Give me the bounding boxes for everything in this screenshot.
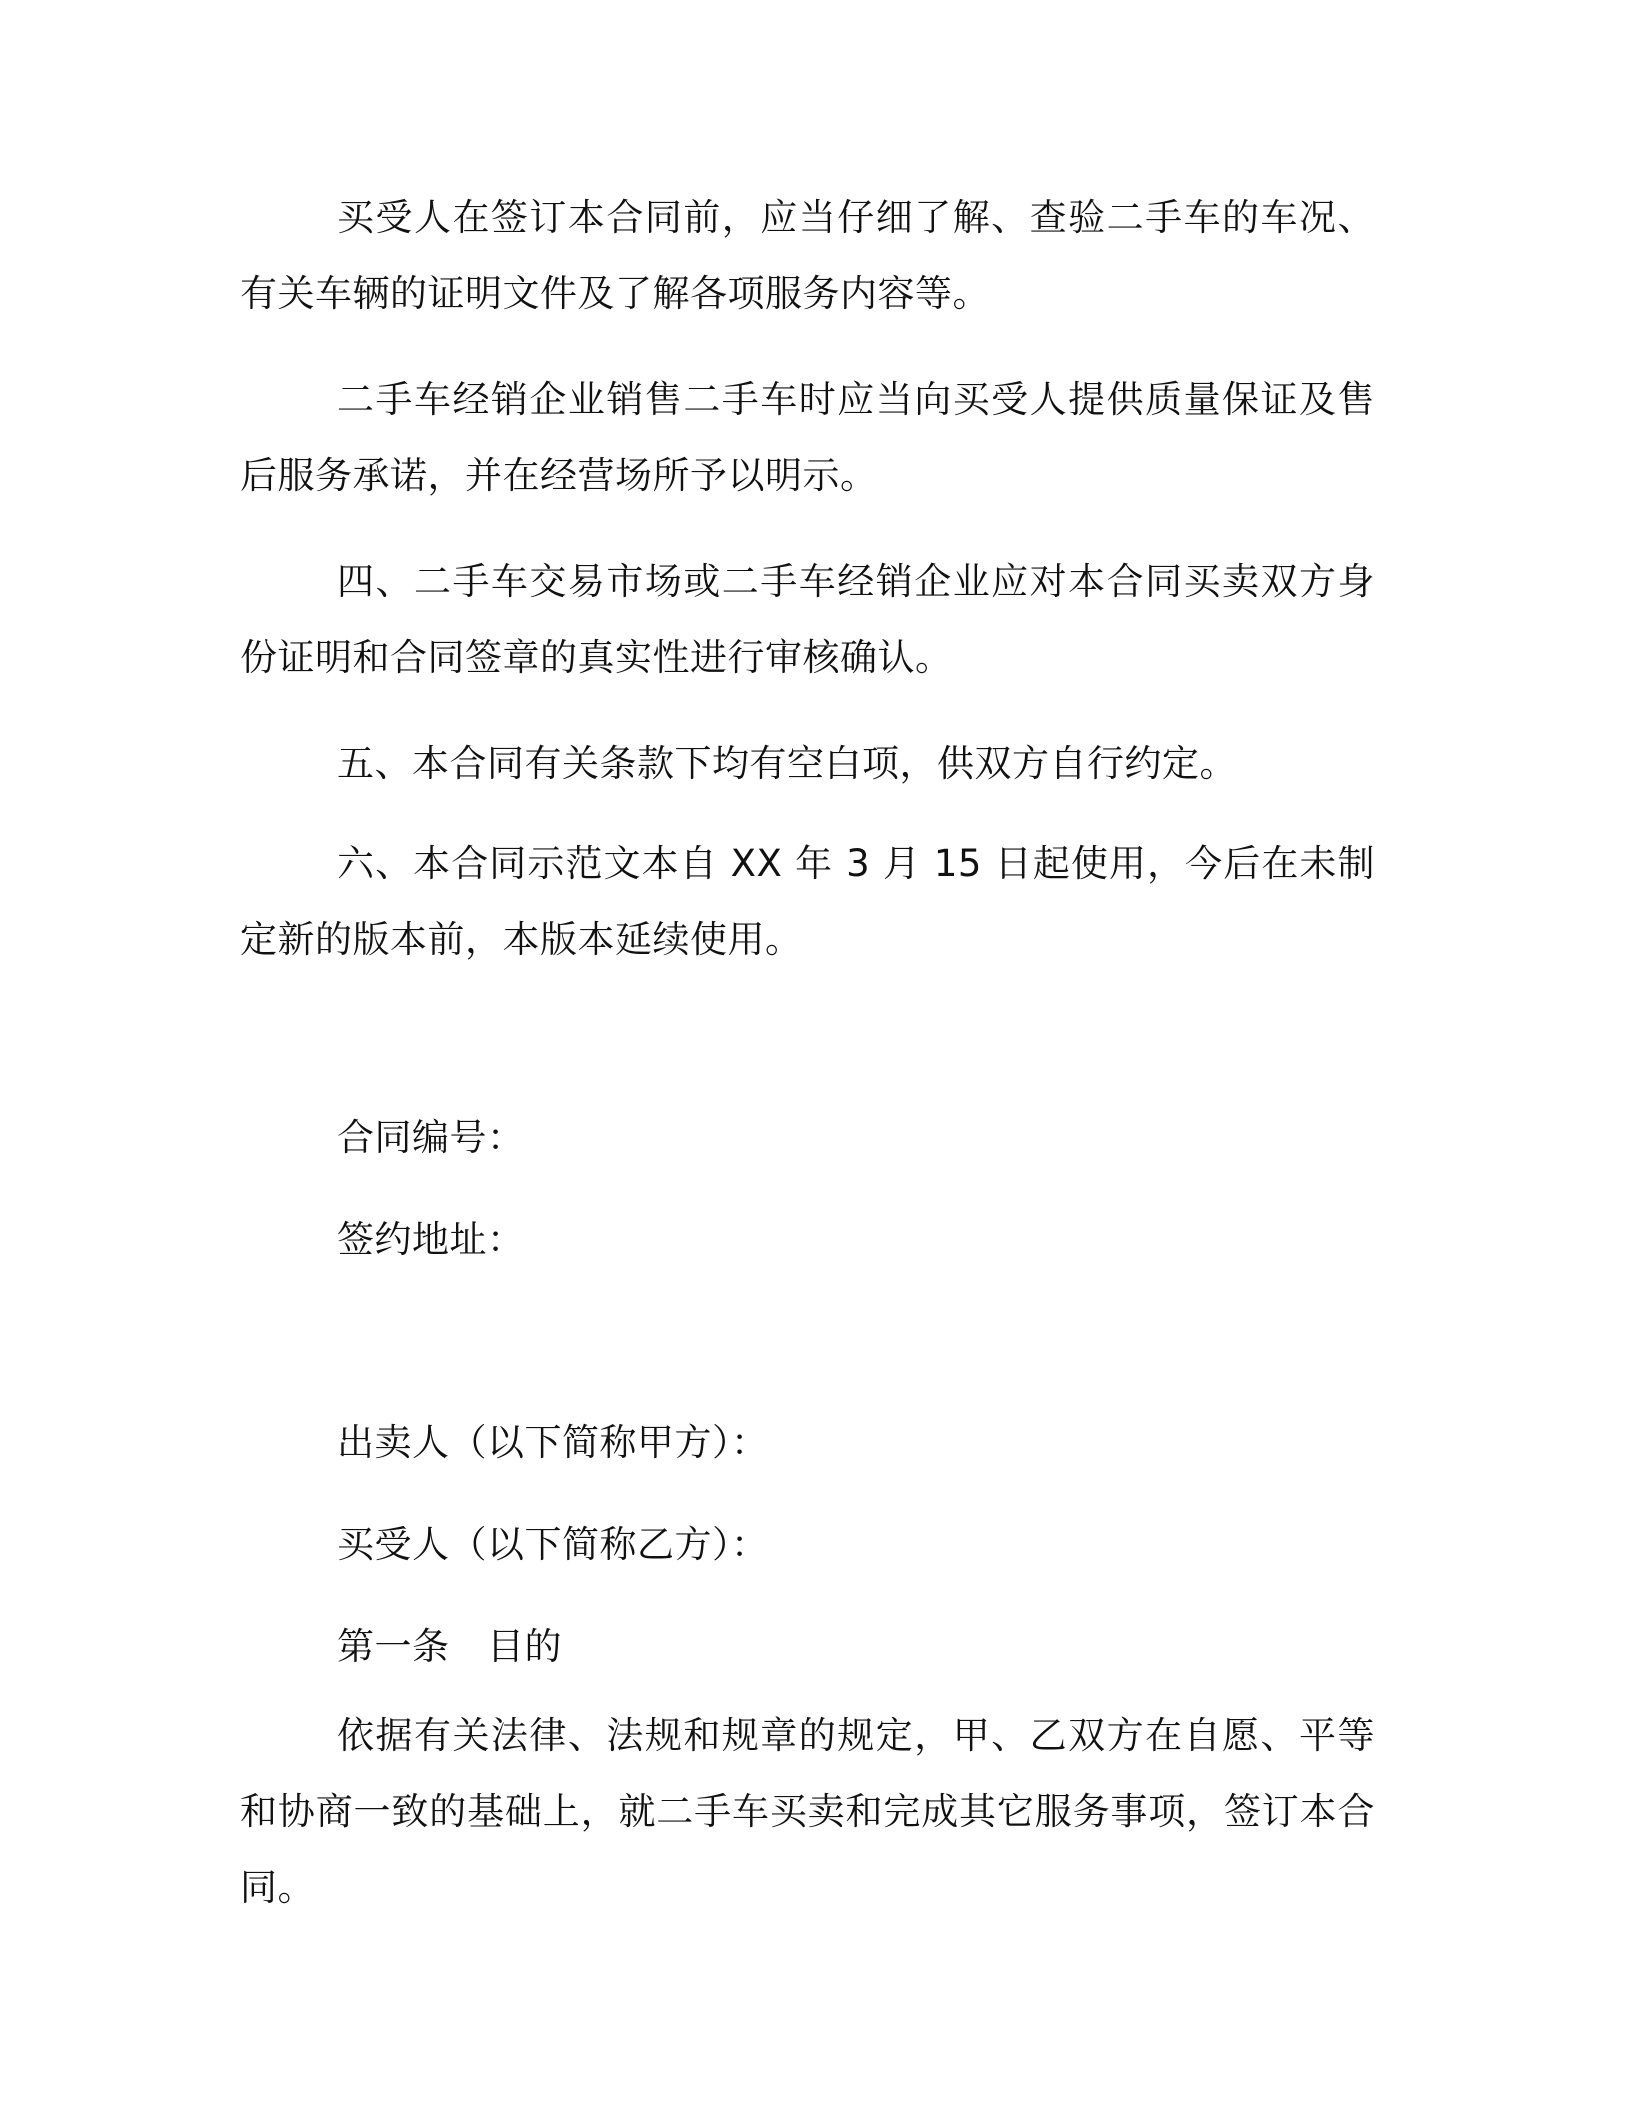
buyer-label: 买受人（以下简称乙方）： <box>337 1523 769 1566</box>
paragraph-clause-six: 六、本合同示范文本自 XX 年 3 月 15 日起使用，今后在未制定新的版本前，本版本延续使用。 <box>240 842 1375 961</box>
paragraph-dealer-warranty: 二手车经销企业销售二手车时应当向买受人提供质量保证及售后服务承诺，并在经营场所予以明示。 <box>240 378 1375 497</box>
contract-number-label: 合同编号： <box>337 1116 525 1159</box>
paragraph-clause-five: 五、本合同有关条款下均有空白项，供双方自行约定。 <box>337 742 1237 785</box>
seller-label: 出卖人（以下简称甲方）： <box>337 1421 769 1464</box>
paragraph-clause-four: 四、二手车交易市场或二手车经销企业应对本合同买卖双方身份证明和合同签章的真实性进行审核确认。 <box>240 560 1375 679</box>
article-one-text: 依据有关法律、法规和规章的规定，甲、乙双方在自愿、平等和协商一致的基础上，就二手车买卖和完成其它服务事项，签订本合同。 <box>240 1714 1375 1909</box>
paragraph-buyer-inspection: 买受人在签订本合同前，应当仔细了解、查验二手车的车况、有关车辆的证明文件及了解各项服务内容等。 <box>240 196 1375 315</box>
signing-address-label: 签约地址： <box>337 1218 525 1261</box>
article-one-heading: 第一条 目的 <box>337 1625 562 1668</box>
